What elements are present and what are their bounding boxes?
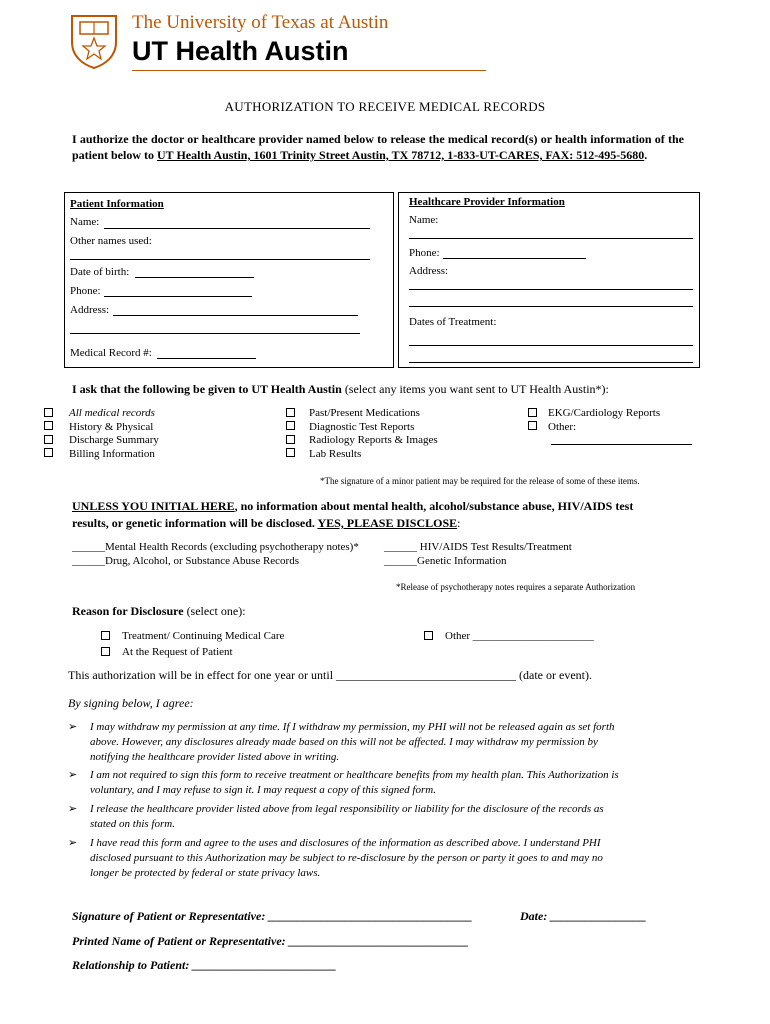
provider-address-field-2[interactable]	[409, 306, 693, 307]
list-item[interactable]: Billing Information	[44, 448, 159, 462]
signature-field[interactable]: Signature of Patient or Representative: __________________________________	[72, 909, 473, 923]
provider-address-label: Address:	[409, 265, 449, 277]
checkbox[interactable]	[424, 631, 433, 640]
minor-note: *The signature of a minor patient may be required for the release of some of these items.	[320, 476, 640, 486]
treatment-dates-label: Dates of Treatment:	[409, 316, 497, 328]
agree-item-1: I may withdraw my permission at any time. If I withdraw my permission, my PHI will not be released again as set forth above. However, any disclosures already made based on this will not be affected. I may withdraw my permission by notifying the healthcare provider listed above in writing.	[90, 721, 615, 763]
relationship-field[interactable]: Relationship to Patient: ________________________	[72, 958, 337, 972]
checkbox[interactable]	[101, 647, 110, 656]
arrow-icon: ➢	[68, 720, 78, 733]
agree-item-3: I release the healthcare provider listed above from legal responsibility or liability for the disclosure of the records as stated on this form.	[90, 803, 604, 830]
provider-name-field[interactable]	[409, 238, 693, 239]
org-name: UT Health Austin	[132, 36, 349, 66]
arrow-icon: ➢	[68, 836, 78, 849]
university-name: The University of Texas at Austin	[132, 12, 389, 33]
agree-item-4: I have read this form and agree to the uses and disclosures of the information as described above. I understand PHI disclosed pursuant to this Authorization may be subject to re-disclosure by the person or party it goes to and may no longer be protected by federal or state privacy laws.	[90, 837, 603, 879]
checkbox[interactable]	[44, 421, 53, 430]
list-item[interactable]: At the Request of Patient	[101, 644, 284, 660]
arrow-icon: ➢	[68, 768, 78, 781]
effect-statement[interactable]: This authorization will be in effect for one year or until ______________________________ (date or event).	[68, 668, 592, 682]
other-names-field[interactable]	[70, 259, 370, 260]
patient-name-label: Name:	[70, 216, 100, 228]
patient-address-field-1[interactable]	[113, 315, 358, 316]
agree-lead: By signing below, I agree:	[68, 696, 194, 710]
header-rule	[132, 70, 486, 71]
mrn-label: Medical Record #:	[70, 347, 152, 359]
patient-address-label: Address:	[70, 304, 110, 316]
dob-label: Date of birth:	[70, 266, 130, 278]
provider-address-field-1[interactable]	[409, 289, 693, 290]
unless-text: UNLESS YOU INITIAL HERE	[72, 499, 235, 513]
list-item[interactable]: Treatment/ Continuing Medical Care	[101, 628, 284, 644]
patient-heading: Patient Information	[70, 198, 164, 210]
request-heading-bold: I ask that the following be given to UT Health Austin	[72, 382, 342, 396]
request-heading	[72, 382, 609, 397]
sensitive-paragraph: UNLESS YOU INITIAL HERE, no information about mental health, alcohol/substance abuse, HIV/AIDS test results, or genetic information will be disclosed. YES, PLEASE DISCLOSE:	[72, 499, 634, 530]
dob-field[interactable]	[135, 277, 254, 278]
initial-mental-health[interactable]: ______Mental Health Records (excluding psychotherapy notes)*	[72, 541, 359, 553]
list-item[interactable]: Lab Results	[286, 448, 438, 462]
intro-end: .	[644, 148, 648, 162]
list-item[interactable]: History & Physical	[44, 421, 159, 435]
treatment-dates-field-1[interactable]	[409, 345, 693, 346]
reason-other[interactable]: Other ______________________	[424, 628, 594, 644]
checkbox[interactable]	[44, 408, 53, 417]
header	[70, 10, 490, 82]
page-title: AUTHORIZATION TO RECEIVE MEDICAL RECORDS	[224, 99, 546, 114]
checkbox[interactable]	[101, 631, 110, 640]
reason-heading: Reason for Disclosure (select one):	[72, 604, 246, 618]
checkbox[interactable]	[528, 408, 537, 417]
treatment-dates-field-2[interactable]	[409, 362, 693, 363]
agree-item-2: I am not required to sign this form to receive treatment or healthcare benefits from my health plan. This Authorization is voluntary, and I may refuse to sign it. I may request a copy of this signed form.	[90, 769, 619, 796]
ut-shield-icon	[70, 14, 118, 70]
patient-phone-field[interactable]	[104, 296, 252, 297]
list-item[interactable]: Radiology Reports & Images	[286, 434, 438, 448]
provider-info-box	[398, 192, 700, 368]
request-heading-note: (select any items you want sent to UT Health Austin*):	[341, 382, 609, 396]
list-item[interactable]: Other:	[528, 421, 660, 435]
records-col-1	[44, 407, 159, 461]
intro-text: I authorize the doctor or healthcare provider named below to release the medical record(s) or health information of the patient below to	[72, 132, 684, 162]
checkbox[interactable]	[44, 448, 53, 457]
patient-name-field[interactable]	[104, 228, 370, 229]
provider-phone-field[interactable]	[443, 258, 586, 259]
mrn-field[interactable]	[157, 358, 256, 359]
other-records-field[interactable]	[551, 444, 692, 445]
date-field[interactable]: Date: ________________	[520, 909, 647, 923]
checkbox[interactable]	[286, 421, 295, 430]
checkbox[interactable]	[44, 435, 53, 444]
records-col-3	[528, 407, 660, 434]
list-item[interactable]: All medical records	[44, 407, 159, 421]
intro-paragraph	[72, 131, 684, 163]
reason-options	[101, 628, 284, 660]
checkbox[interactable]	[528, 421, 537, 430]
provider-name-label: Name:	[409, 214, 439, 226]
printed-name-field[interactable]: Printed Name of Patient or Representative: ______________________________	[72, 934, 469, 948]
psychotherapy-note: *Release of psychotherapy notes requires a separate Authorization	[396, 582, 636, 592]
initial-hiv[interactable]: ______ HIV/AIDS Test Results/Treatment	[384, 541, 572, 553]
patient-info-box	[64, 192, 394, 368]
records-col-2	[286, 407, 438, 461]
initial-drug-alcohol[interactable]: ______Drug, Alcohol, or Substance Abuse Records	[72, 555, 299, 567]
checkbox[interactable]	[286, 435, 295, 444]
patient-phone-label: Phone:	[70, 285, 101, 297]
list-item[interactable]: Diagnostic Test Reports	[286, 421, 438, 435]
arrow-icon: ➢	[68, 802, 78, 815]
list-item[interactable]: Past/Present Medications	[286, 407, 438, 421]
initial-genetic[interactable]: ______Genetic Information	[384, 555, 507, 567]
patient-address-field-2[interactable]	[70, 333, 360, 334]
provider-phone-label: Phone:	[409, 247, 440, 259]
yes-disclose: YES, PLEASE DISCLOSE	[317, 516, 458, 530]
intro-address: UT Health Austin, 1601 Trinity Street Austin, TX 78712, 1-833-UT-CARES, FAX: 512-495-5680	[157, 148, 645, 162]
list-item[interactable]: EKG/Cardiology Reports	[528, 407, 660, 421]
list-item[interactable]: Discharge Summary	[44, 434, 159, 448]
other-names-label: Other names used:	[70, 235, 152, 247]
provider-heading: Healthcare Provider Information	[409, 196, 565, 208]
checkbox[interactable]	[286, 448, 295, 457]
checkbox[interactable]	[286, 408, 295, 417]
